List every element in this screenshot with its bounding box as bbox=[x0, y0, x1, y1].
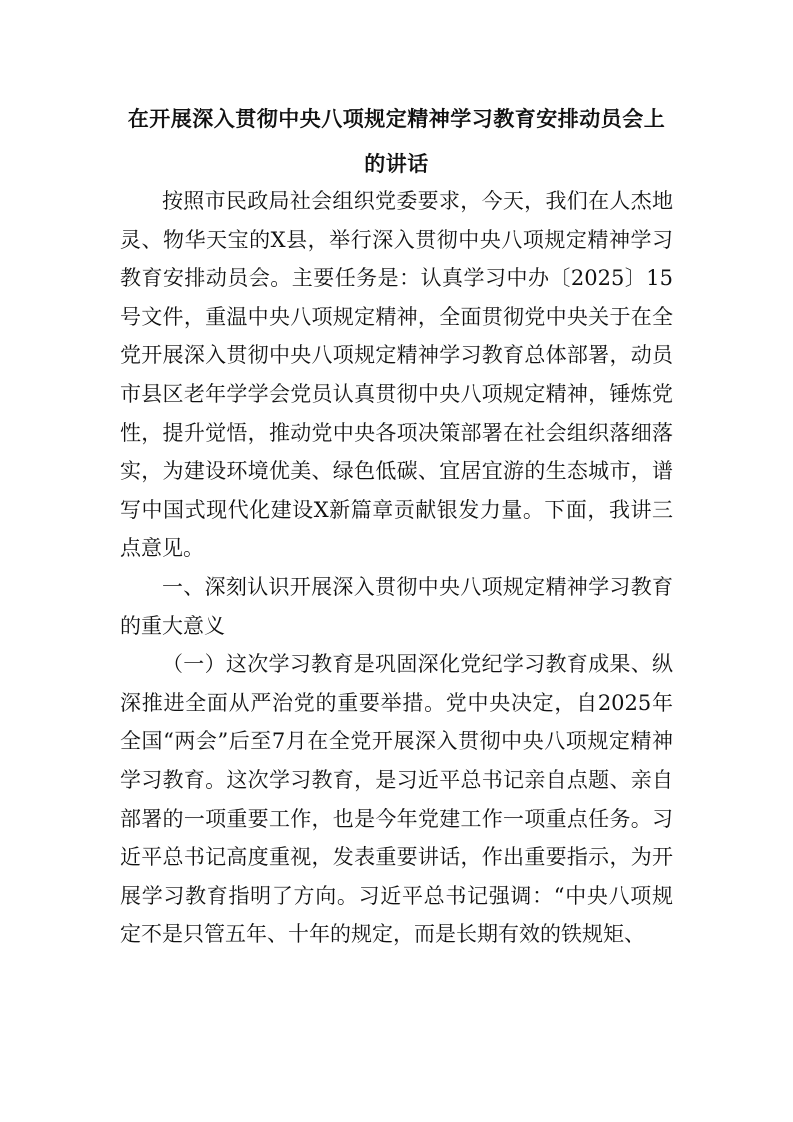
document-body bbox=[120, 182, 673, 954]
document-title bbox=[120, 96, 673, 186]
paragraph-intro: 按照市民政局社会组织党委要求，今天，我们在人杰地灵、物华天宝的X县，举行深入贯彻中央八项规定精神学习教育安排动员会。主要任务是：认真学习中办〔2025〕15号文件，重温中央八项规定精神，全面贯彻党中央关于在全党开展深入贯彻中央八项规定精神学习教育总体部署，动员市县区老年学学会党员认真贯彻中央八项规定精神，锤炼党性，提升觉悟，推动党中央各项决策部署在社会组织落细落实，为建设环境优美、绿色低碳、宜居宜游的生态城市，谱写中国式现代化建设X新篇章贡献银发力量。下面，我讲三点意见。 bbox=[120, 189, 673, 561]
section-heading-1: 一、深刻认识开展深入贯彻中央八项规定精神学习教育的重大意义 bbox=[120, 574, 673, 638]
title-line-2: 的讲话 bbox=[364, 151, 429, 176]
title-line-1: 在开展深入贯彻中央八项规定精神学习教育安排动员会上 bbox=[127, 106, 666, 131]
paragraph-subsection-1: （一）这次学习教育是巩固深化党纪学习教育成果、纵深推进全面从严治党的重要举措。党中央决定，自2025年全国“两会”后至7月在全党开展深入贯彻中央八项规定精神学习教育。这次学习教育，是习近平总书记亲自点题、亲自部署的一项重要工作，也是今年党建工作一项重点任务。习近平总书记高度重视，发表重要讲话，作出重要指示，为开展学习教育指明了方向。习近平总书记强调：“中央八项规定不是只管五年、十年的规定，而是长期有效的铁规矩、 bbox=[120, 652, 673, 947]
